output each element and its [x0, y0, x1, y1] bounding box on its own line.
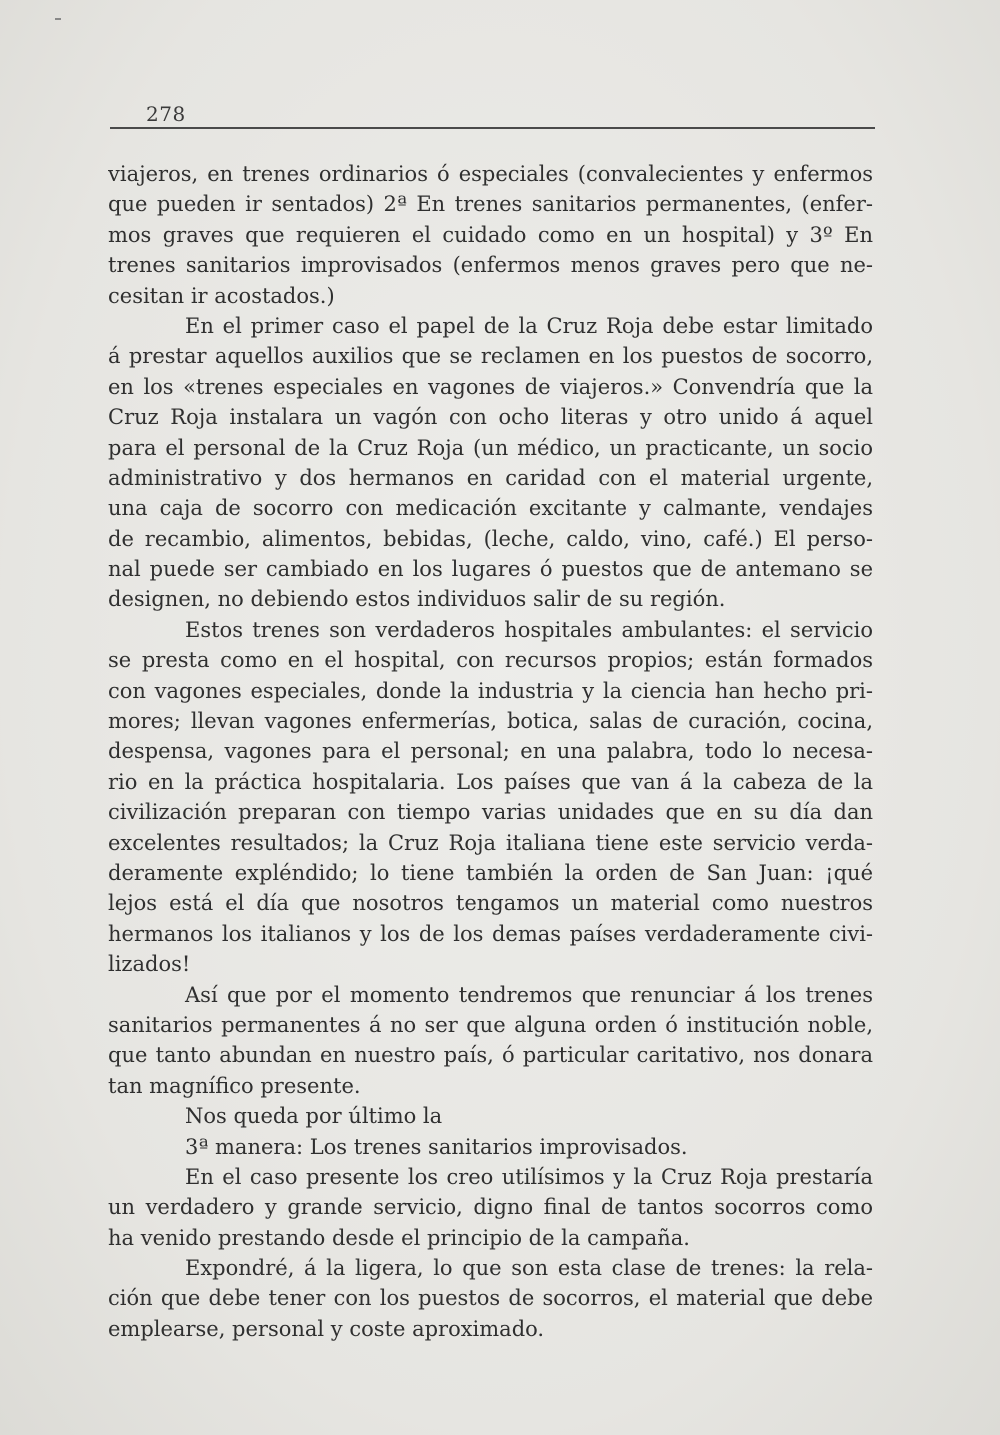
text-line: se presta como en el hospital, con recursos propios; están formados	[108, 648, 873, 673]
text-line: deramente expléndido; lo tiene también la orden de San Juan: ¡qué	[108, 860, 873, 885]
text-line: emplearse, personal y coste aproximado.	[108, 1316, 545, 1341]
text-line: lizados!	[108, 952, 191, 977]
page-number: 278	[146, 102, 186, 126]
text-line: nal puede ser cambiado en los lugares ó puestos que de antemano se	[108, 557, 873, 582]
text-line: de recambio, alimentos, bebidas, (leche, caldo, vino, café.) El perso-	[108, 526, 873, 551]
text-line: para el personal de la Cruz Roja (un médico, un practicante, un socio	[108, 435, 873, 460]
text-line: rio en la práctica hospitalaria. Los países que van á la cabeza de la	[108, 769, 873, 794]
text-line: excelentes resultados; la Cruz Roja italiana tiene este servicio verda-	[108, 830, 873, 855]
text-line: que tanto abundan en nuestro país, ó particular caritativo, nos donara	[108, 1043, 873, 1068]
text-line: á prestar aquellos auxilios que se reclamen en los puestos de socorro,	[108, 344, 873, 369]
text-line: tan magnífico presente.	[108, 1073, 361, 1098]
text-line: con vagones especiales, donde la industria y la ciencia han hecho pri-	[108, 678, 873, 703]
text-line: ha venido prestando desde el principio de la campaña.	[108, 1225, 690, 1250]
text-line: 3ª manera: Los trenes sanitarios improvisados.	[185, 1134, 688, 1159]
text-line: una caja de socorro con medicación excitante y calmante, vendajes	[108, 496, 873, 521]
text-line: ción que debe tener con los puestos de socorros, el material que debe	[108, 1286, 873, 1311]
page-header	[110, 100, 875, 132]
text-line: un verdadero y grande servicio, digno final de tantos socorros como	[108, 1195, 873, 1220]
text-line: En el primer caso el papel de la Cruz Roja debe estar limitado	[185, 313, 873, 338]
text-line: lejos está el día que nosotros tengamos un material como nuestros	[108, 891, 873, 916]
text-line: hermanos los italianos y los de los demas países verdaderamente civi-	[108, 921, 873, 946]
body-text	[108, 159, 873, 1344]
text-line: administrativo y dos hermanos en caridad con el material urgente,	[108, 465, 873, 490]
text-line: cesitan ir acostados.)	[108, 283, 335, 308]
scan-speck	[55, 18, 61, 20]
text-line: mos graves que requieren el cuidado como en un hospital) y 3º En	[108, 222, 873, 247]
text-line: en los «trenes especiales en vagones de viajeros.» Convendría que la	[108, 374, 873, 399]
text-line: Nos queda por último la	[185, 1104, 443, 1129]
text-line: trenes sanitarios improvisados (enfermos menos graves pero que ne-	[108, 253, 873, 278]
text-line: Cruz Roja instalara un vagón con ocho literas y otro unido á aquel	[108, 405, 873, 430]
text-line: despensa, vagones para el personal; en una palabra, todo lo necesa-	[108, 739, 873, 764]
text-line: viajeros, en trenes ordinarios ó especiales (convalecientes y enfermos	[108, 162, 873, 186]
text-line: civilización preparan con tiempo varias unidades que en su día dan	[108, 800, 873, 825]
text-line: Así que por el momento tendremos que renunciar á los trenes	[185, 982, 873, 1007]
text-line: mores; llevan vagones enfermerías, botica, salas de curación, cocina,	[108, 709, 873, 734]
text-line: Estos trenes son verdaderos hospitales ambulantes: el servicio	[185, 617, 873, 642]
text-line: Expondré, á la ligera, lo que son esta clase de trenes: la rela-	[185, 1256, 873, 1281]
header-rule	[110, 127, 875, 129]
text-line: que pueden ir sentados) 2ª En trenes sanitarios permanentes, (enfer-	[108, 192, 873, 217]
text-line: sanitarios permanentes á no ser que alguna orden ó institución noble,	[108, 1012, 873, 1037]
text-line: En el caso presente los creo utilísimos y la Cruz Roja prestaría	[185, 1164, 873, 1189]
text-line: designen, no debiendo estos individuos salir de su región.	[108, 587, 726, 612]
